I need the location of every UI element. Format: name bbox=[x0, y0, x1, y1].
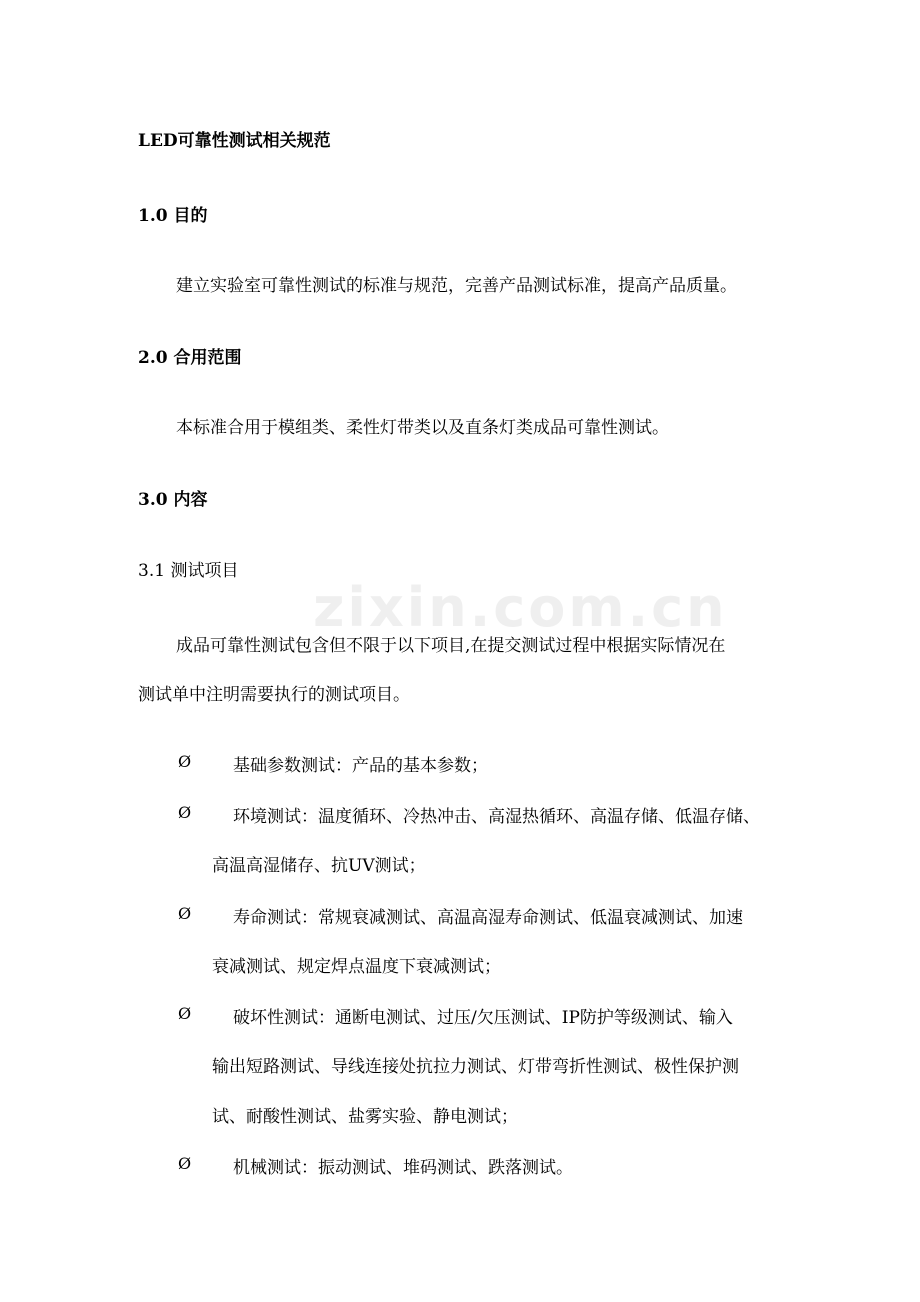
bullet-arrow-icon: Ø bbox=[178, 803, 192, 822]
bullet-item-destructive-line-2: 输出短路测试、导线连接处抗拉力测试、灯带弯折性测试、极性保护测 bbox=[212, 1057, 739, 1077]
document-title: LED可靠性测试相关规范 bbox=[138, 131, 331, 151]
bullet-item-mechanical: 机械测试：振动测试、堆码测试、跌落测试。 bbox=[233, 1158, 573, 1178]
bullet-item-lifetime-line-1: 寿命测试：常规衰减测试、高温高湿寿命测试、低温衰减测试、加速 bbox=[233, 908, 743, 928]
intro-line-1: 成品可靠性测试包含但不限于以下项目,在提交测试过程中根据实际情况在 bbox=[176, 636, 726, 656]
watermark: zixin.com.cn bbox=[313, 576, 728, 639]
bullet-item-lifetime-line-2: 衰减测试、规定焊点温度下衰减测试； bbox=[212, 957, 501, 977]
section-2-body: 本标准合用于模组类、柔性灯带类以及直条灯类成品可靠性测试。 bbox=[176, 418, 669, 438]
section-1-body: 建立实验室可靠性测试的标准与规范，完善产品测试标准，提高产品质量。 bbox=[176, 276, 737, 296]
intro-line-2: 测试单中注明需要执行的测试项目。 bbox=[138, 685, 410, 705]
subsection-3-1-heading: 3.1 测试项目 bbox=[138, 561, 239, 581]
bullet-item-environment-line-1: 环境测试：温度循环、冷热冲击、高湿热循环、高温存储、低温存储、 bbox=[233, 807, 760, 827]
bullet-item-destructive-line-1: 破坏性测试：通断电测试、过压/欠压测试、IP防护等级测试、输入 bbox=[233, 1008, 733, 1028]
section-2-heading: 2.0 合用范围 bbox=[138, 348, 242, 368]
bullet-item-environment-line-2: 高温高湿储存、抗UV测试； bbox=[212, 856, 426, 876]
section-1-heading: 1.0 目的 bbox=[138, 206, 208, 226]
section-3-heading: 3.0 内容 bbox=[138, 490, 208, 510]
bullet-item-destructive-line-3: 试、耐酸性测试、盐雾实验、静电测试； bbox=[212, 1107, 518, 1127]
bullet-arrow-icon: Ø bbox=[178, 752, 192, 771]
bullet-item-basic-params: 基础参数测试：产品的基本参数； bbox=[233, 756, 488, 776]
bullet-arrow-icon: Ø bbox=[178, 904, 192, 923]
bullet-arrow-icon: Ø bbox=[178, 1004, 192, 1023]
bullet-arrow-icon: Ø bbox=[178, 1154, 192, 1173]
